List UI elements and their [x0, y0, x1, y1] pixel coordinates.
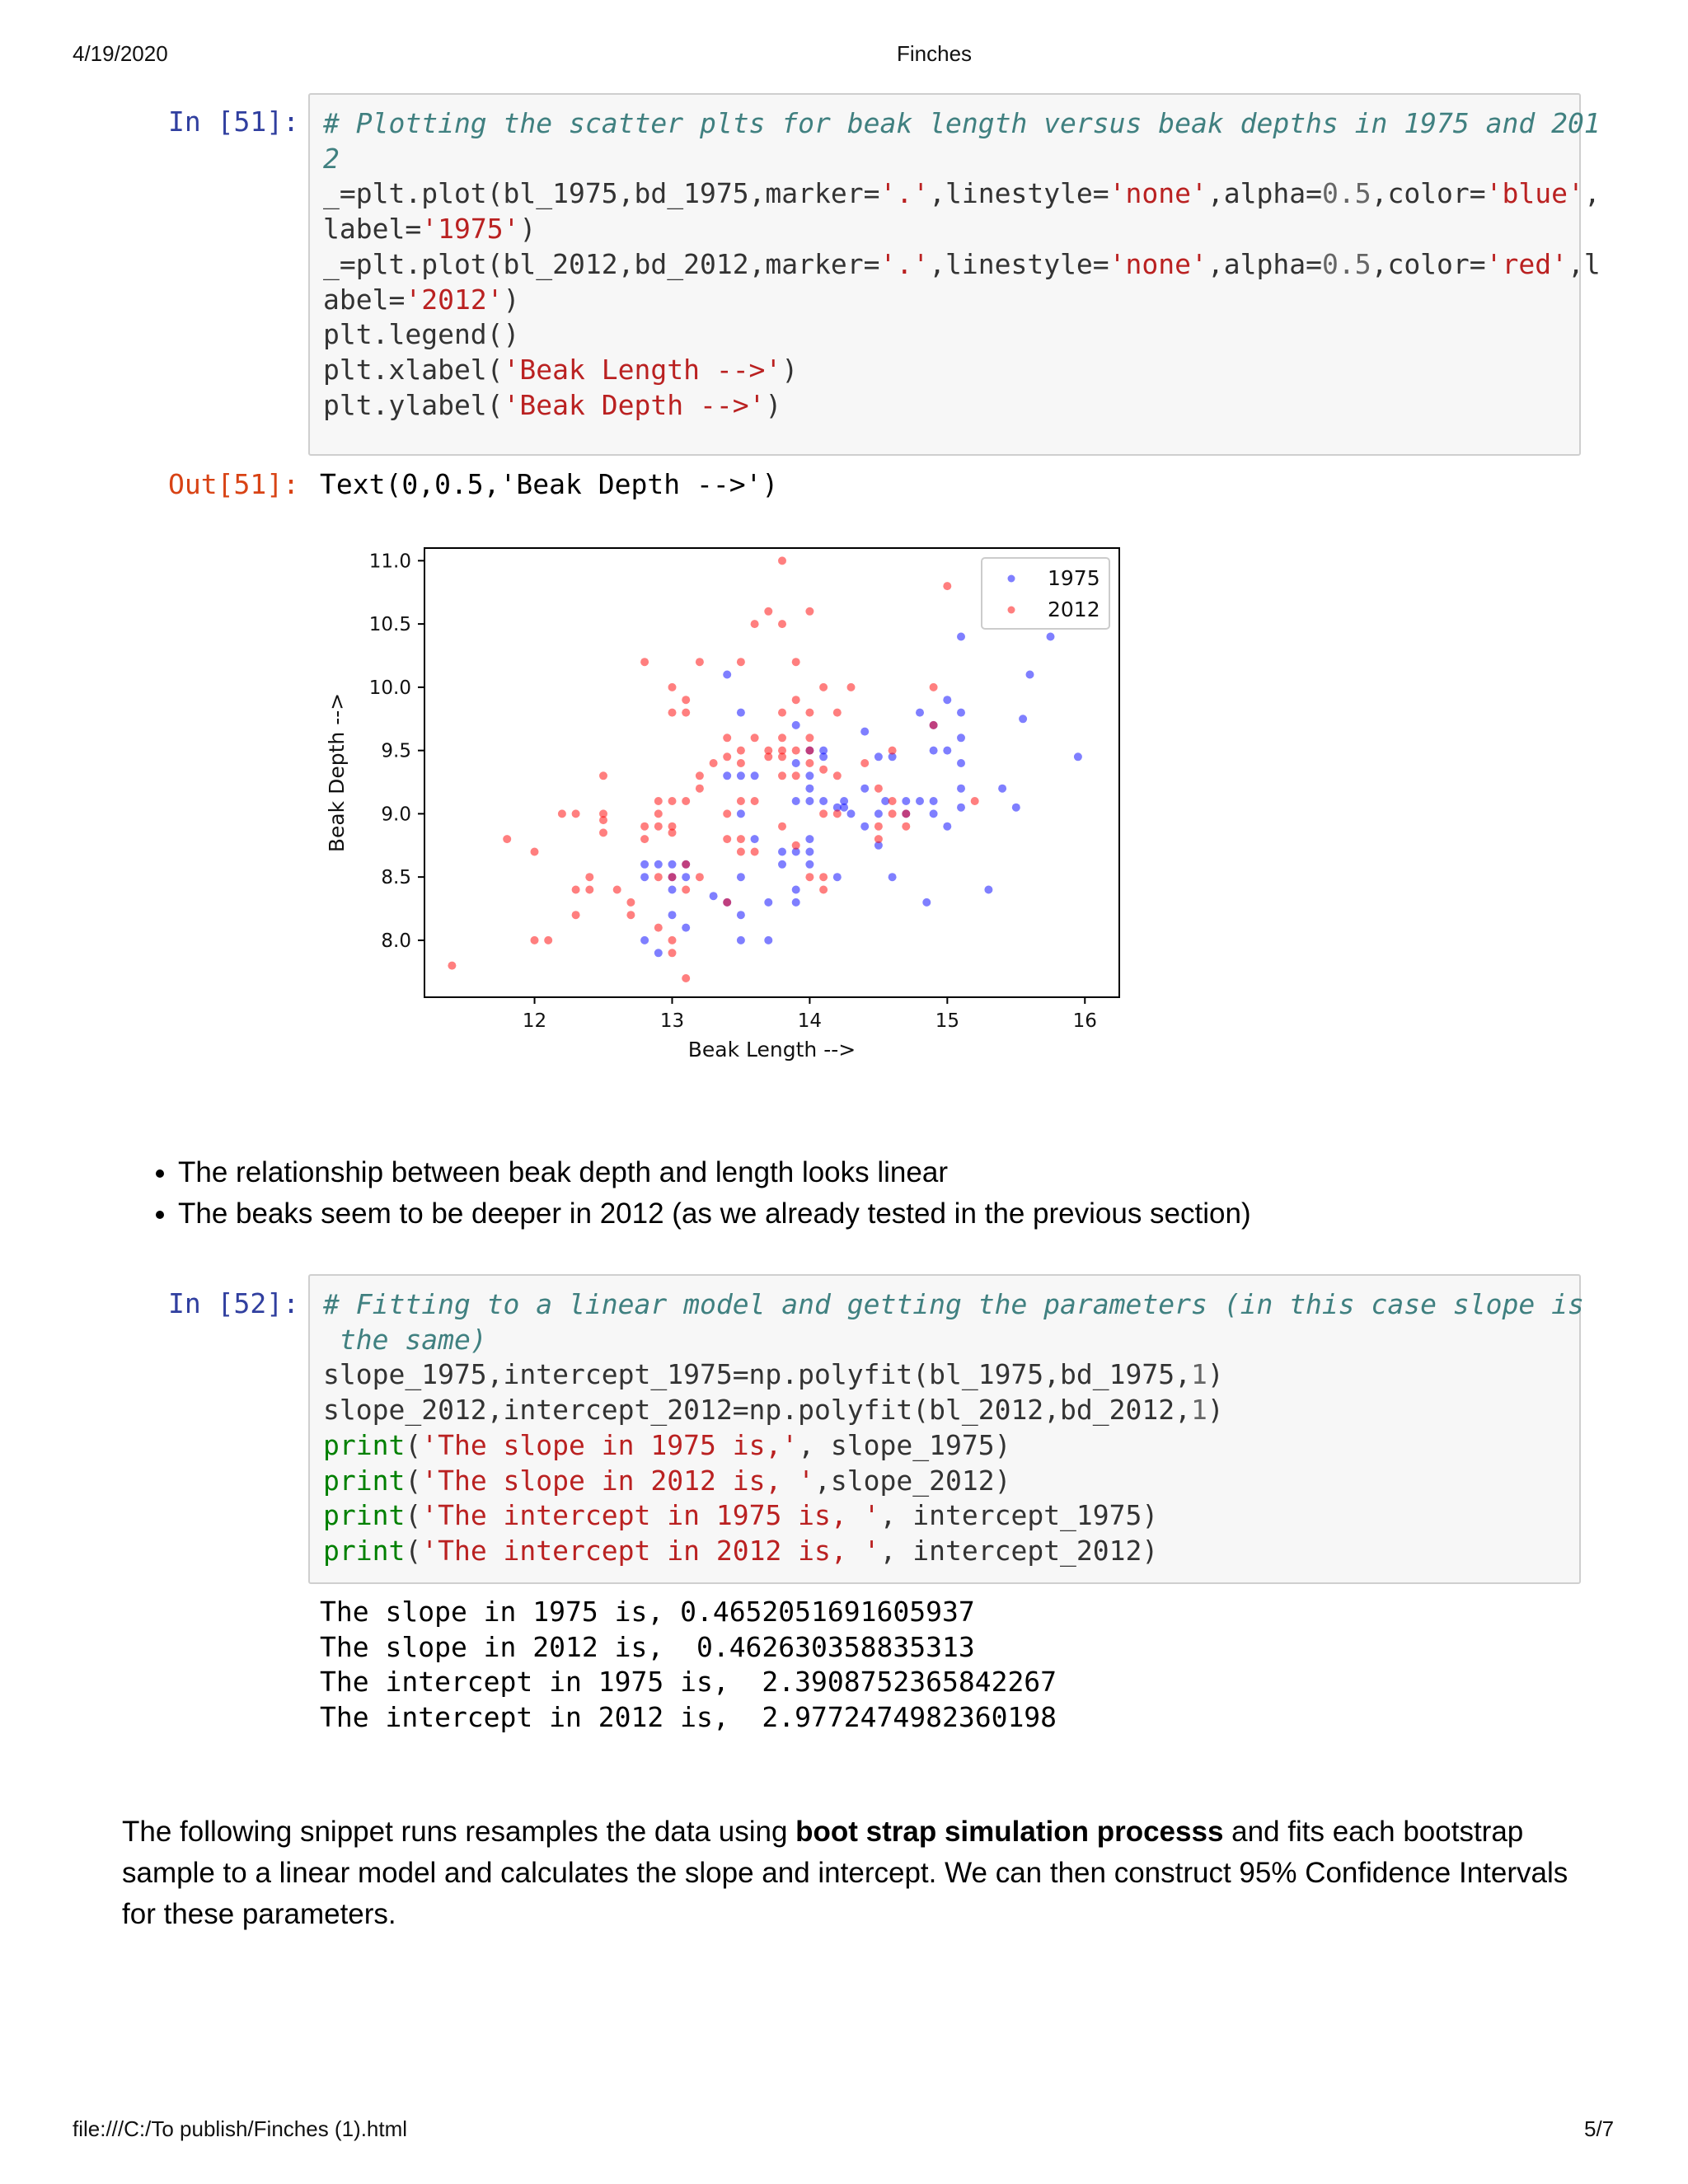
paragraph-bold: boot strap simulation processs	[795, 1816, 1224, 1848]
code-token: _=plt.plot(bl_1975,bd_1975,marker=	[323, 177, 880, 210]
point-1975	[764, 898, 772, 907]
point-1975	[943, 747, 951, 755]
code-token: (	[405, 1534, 422, 1567]
point-1975	[737, 873, 745, 881]
code-token: , intercept_1975)	[879, 1499, 1159, 1532]
point-1975	[737, 709, 745, 717]
cell-52-code-input[interactable]	[308, 1274, 1584, 1584]
point-1975	[930, 747, 938, 755]
point-1975	[943, 823, 951, 831]
list-item: • The relationship between beak depth and length looks linear	[178, 1152, 1629, 1193]
point-2012	[889, 747, 897, 755]
cell-52-in-prompt: In [52]:	[168, 1287, 299, 1319]
code-token: ,linestyle=	[929, 247, 1109, 280]
x-tick-label: 13	[659, 1010, 685, 1032]
point-2012	[902, 809, 910, 818]
point-2012	[902, 823, 910, 831]
point-2012	[668, 936, 677, 944]
point-2012	[723, 835, 731, 843]
bootstrap-paragraph	[122, 1811, 1573, 1935]
point-2012	[640, 835, 649, 843]
point-1975	[930, 797, 938, 805]
point-1975	[957, 759, 965, 767]
point-1975	[792, 886, 800, 894]
point-2012	[930, 683, 938, 691]
code-token: )	[1207, 1394, 1224, 1427]
point-1975	[943, 696, 951, 704]
point-1975	[860, 785, 869, 793]
point-1975	[792, 898, 800, 907]
point-2012	[640, 658, 649, 666]
code-comment-cont: the same)	[323, 1323, 487, 1356]
point-2012	[819, 683, 828, 691]
y-tick-label: 9.5	[381, 740, 411, 762]
code-token: (	[405, 1464, 422, 1497]
point-2012	[668, 683, 677, 691]
point-1975	[860, 823, 869, 831]
cell-51-code-input[interactable]	[308, 93, 1601, 456]
point-1975	[1074, 752, 1082, 761]
point-2012	[626, 911, 635, 919]
point-1975	[840, 804, 848, 812]
point-2012	[448, 962, 456, 970]
point-2012	[696, 785, 704, 793]
point-1975	[860, 728, 869, 736]
code-string: '.'	[879, 247, 930, 280]
x-tick-label: 16	[1072, 1010, 1097, 1032]
code-comment: # Plotting the scatter plts for beak length versus beak depths in 1975 and 201	[323, 107, 1601, 139]
scatter-chart-svg	[198, 527, 1154, 1096]
code-token: label=	[323, 213, 422, 246]
point-1975	[723, 771, 731, 780]
code-token: ,alpha=	[1207, 247, 1322, 280]
point-1975	[751, 835, 759, 843]
point-2012	[654, 823, 663, 831]
point-1975	[751, 771, 759, 780]
point-2012	[531, 848, 539, 856]
point-2012	[943, 582, 951, 590]
point-2012	[654, 873, 663, 881]
point-2012	[778, 620, 786, 628]
point-2012	[819, 873, 828, 881]
point-2012	[847, 683, 856, 691]
point-1975	[737, 911, 745, 919]
point-2012	[874, 823, 883, 831]
output-line: The intercept in 1975 is, 2.3908752365842267	[320, 1666, 1057, 1698]
point-2012	[751, 733, 759, 742]
code-token: plt.ylabel(	[323, 388, 504, 421]
code-string: 'The intercept in 2012 is, '	[421, 1534, 880, 1567]
point-1975	[710, 892, 718, 900]
code-comment: # Fitting to a linear model and getting the parameters (in this case slope is	[323, 1288, 1584, 1320]
page-title: Finches	[897, 41, 973, 66]
point-1975	[805, 860, 814, 869]
point-1975	[764, 936, 772, 944]
point-2012	[889, 809, 897, 818]
point-2012	[723, 752, 731, 761]
x-tick-label: 12	[522, 1010, 547, 1032]
point-2012	[599, 771, 607, 780]
code-token: ,color=	[1371, 177, 1486, 210]
point-1975	[1012, 804, 1020, 812]
chart-legend	[982, 558, 1109, 629]
point-2012	[805, 709, 814, 717]
y-axis	[369, 551, 424, 952]
point-1975	[805, 785, 814, 793]
output-line: The slope in 2012 is, 0.462630358835313	[320, 1630, 975, 1663]
point-1975	[922, 898, 931, 907]
point-2012	[503, 835, 511, 843]
point-2012	[696, 771, 704, 780]
y-tick-label: 10.0	[368, 677, 411, 699]
point-2012	[930, 721, 938, 729]
point-2012	[778, 823, 786, 831]
point-1975	[819, 797, 828, 805]
x-tick-label: 15	[935, 1010, 959, 1032]
point-2012	[572, 911, 580, 919]
point-1975	[792, 759, 800, 767]
code-string: 'none'	[1109, 177, 1207, 210]
point-1975	[792, 797, 800, 805]
point-2012	[737, 658, 745, 666]
point-2012	[805, 873, 814, 881]
code-token: , intercept_2012)	[879, 1534, 1159, 1567]
point-2012	[764, 607, 772, 616]
point-1975	[640, 860, 649, 869]
code-token: (	[405, 1428, 422, 1461]
legend-marker-2012	[1008, 607, 1015, 614]
code-string: 'none'	[1109, 247, 1207, 280]
legend-marker-1975	[1008, 575, 1015, 583]
point-1975	[957, 633, 965, 641]
point-1975	[737, 771, 745, 780]
point-1975	[1019, 715, 1027, 723]
point-2012	[792, 841, 800, 850]
code-token: plt.xlabel(	[323, 353, 504, 386]
point-2012	[723, 898, 731, 907]
output-line: The intercept in 2012 is, 2.9772474982360198	[320, 1700, 1057, 1733]
point-2012	[682, 886, 690, 894]
point-2012	[819, 809, 828, 818]
point-1975	[1026, 671, 1034, 679]
point-2012	[682, 709, 690, 717]
point-2012	[792, 658, 800, 666]
scatter-chart	[198, 527, 1154, 1096]
point-2012	[723, 733, 731, 742]
point-2012	[805, 747, 814, 755]
point-2012	[696, 873, 704, 881]
file-path: file:///C:/To publish/Finches (1).html	[73, 2116, 408, 2141]
point-1975	[874, 809, 883, 818]
y-axis-label: Beak Depth -->	[325, 692, 349, 853]
code-token: slope_1975,intercept_1975=np.polyfit(bl_1975,bd_1975,	[323, 1358, 1191, 1391]
code-string: '1975'	[421, 213, 520, 246]
point-1975	[668, 860, 677, 869]
point-2012	[710, 759, 718, 767]
code-token: ,slope_2012)	[814, 1464, 1011, 1497]
point-2012	[860, 759, 869, 767]
point-2012	[682, 860, 690, 869]
point-2012	[805, 733, 814, 742]
point-1975	[640, 936, 649, 944]
point-2012	[668, 709, 677, 717]
code-token: )	[781, 353, 799, 386]
point-1975	[847, 809, 856, 818]
point-2012	[668, 828, 677, 837]
point-1975	[723, 671, 731, 679]
code-builtin: print	[323, 1464, 406, 1497]
point-2012	[764, 752, 772, 761]
point-2012	[668, 797, 677, 805]
code-string: '2012'	[405, 283, 504, 316]
code-token: ,color=	[1371, 247, 1486, 280]
cell-51-code	[323, 106, 1601, 423]
point-1975	[930, 809, 938, 818]
point-2012	[585, 886, 593, 894]
point-2012	[737, 759, 745, 767]
code-builtin: print	[323, 1534, 406, 1567]
point-2012	[805, 759, 814, 767]
point-2012	[696, 658, 704, 666]
point-2012	[599, 816, 607, 824]
point-1975	[737, 936, 745, 944]
list-item: • The beaks seem to be deeper in 2012 (as we already tested in the previous section)	[178, 1193, 1629, 1235]
point-2012	[737, 747, 745, 755]
point-2012	[792, 696, 800, 704]
x-axis-label: Beak Length -->	[687, 1038, 856, 1062]
point-2012	[668, 873, 677, 881]
point-1975	[805, 771, 814, 780]
y-tick-label: 8.0	[381, 930, 411, 952]
code-number: 0.5	[1321, 177, 1372, 210]
x-tick-label: 14	[797, 1010, 823, 1032]
point-1975	[737, 809, 745, 818]
point-2012	[778, 709, 786, 717]
point-1975	[654, 949, 663, 957]
point-2012	[723, 809, 731, 818]
point-1975	[805, 835, 814, 843]
point-2012	[737, 797, 745, 805]
point-1975	[819, 747, 828, 755]
point-1975	[805, 848, 814, 856]
y-tick-label: 9.0	[381, 804, 411, 826]
cell-51-output-text: Text(0,0.5,'Beak Depth -->')	[320, 468, 779, 500]
point-1975	[916, 797, 924, 805]
point-2012	[778, 733, 786, 742]
code-number: 1	[1191, 1358, 1207, 1391]
point-2012	[751, 797, 759, 805]
point-2012	[971, 797, 979, 805]
point-2012	[544, 936, 552, 944]
point-2012	[792, 747, 800, 755]
paragraph-text: and fits each bootstrap sample to a linear model and calculates the slope and intercept. We can then construct 95% Confidence Intervals for these parameters.	[122, 1816, 1568, 1930]
y-tick-label: 11.0	[368, 551, 411, 573]
point-2012	[874, 835, 883, 843]
cell-52-output	[320, 1595, 1057, 1735]
point-1975	[805, 797, 814, 805]
code-builtin: print	[323, 1499, 406, 1532]
print-date: 4/19/2020	[73, 41, 168, 66]
legend-label-2012: 2012	[1048, 598, 1100, 621]
point-1975	[957, 804, 965, 812]
point-1975	[957, 709, 965, 717]
point-2012	[778, 771, 786, 780]
point-1975	[957, 785, 965, 793]
code-token: ,l	[1568, 247, 1601, 280]
cell-52-code	[323, 1287, 1584, 1569]
observations-list	[122, 1152, 1629, 1235]
point-1975	[889, 873, 897, 881]
code-token: _=plt.plot(bl_2012,bd_2012,marker=	[323, 247, 880, 280]
point-1975	[984, 886, 992, 894]
code-number: 0.5	[1321, 247, 1372, 280]
point-2012	[737, 835, 745, 843]
point-2012	[613, 886, 621, 894]
point-2012	[558, 809, 566, 818]
point-1975	[778, 860, 786, 869]
point-2012	[654, 924, 663, 932]
code-string: 'Beak Length -->'	[503, 353, 782, 386]
point-2012	[778, 556, 786, 565]
output-line: The slope in 1975 is, 0.4652051691605937	[320, 1596, 975, 1628]
code-string: 'blue'	[1485, 177, 1584, 210]
paragraph-text: The following snippet runs resamples the data using	[122, 1816, 796, 1848]
code-comment-cont: 2	[323, 142, 340, 175]
page-number: 5/7	[1584, 2116, 1615, 2141]
point-2012	[682, 974, 690, 982]
point-2012	[654, 797, 663, 805]
point-1975	[682, 924, 690, 932]
point-1975	[1047, 633, 1055, 641]
point-1975	[833, 873, 842, 881]
point-2012	[626, 898, 635, 907]
code-string: 'The slope in 2012 is, '	[421, 1464, 815, 1497]
code-token: plt.legend()	[323, 318, 520, 351]
point-1975	[874, 752, 883, 761]
y-tick-label: 10.5	[368, 614, 411, 636]
code-token: ,linestyle=	[929, 177, 1109, 210]
point-2012	[640, 823, 649, 831]
code-token: )	[1207, 1358, 1224, 1391]
code-token: ,	[1583, 177, 1601, 210]
point-2012	[805, 607, 814, 616]
point-1975	[668, 886, 677, 894]
point-2012	[833, 771, 842, 780]
point-1975	[916, 709, 924, 717]
point-1975	[654, 860, 663, 869]
code-string: 'The slope in 1975 is,'	[421, 1428, 799, 1461]
point-2012	[819, 886, 828, 894]
code-token: )	[519, 213, 537, 246]
point-2012	[751, 620, 759, 628]
point-2012	[751, 848, 759, 856]
point-2012	[572, 886, 580, 894]
code-token: (	[405, 1499, 422, 1532]
cell-51-in-prompt: In [51]:	[168, 105, 299, 138]
point-1975	[640, 873, 649, 881]
point-2012	[531, 936, 539, 944]
x-axis	[523, 997, 1097, 1032]
code-token: ,alpha=	[1207, 177, 1322, 210]
point-2012	[682, 797, 690, 805]
point-1975	[902, 797, 910, 805]
point-2012	[889, 797, 897, 805]
point-1975	[998, 785, 1006, 793]
point-2012	[599, 828, 607, 837]
point-2012	[874, 785, 883, 793]
point-2012	[654, 809, 663, 818]
code-string: 'red'	[1485, 247, 1568, 280]
code-token: slope_2012,intercept_2012=np.polyfit(bl_2012,bd_2012,	[323, 1394, 1191, 1427]
point-1975	[792, 721, 800, 729]
code-string: 'Beak Depth -->'	[503, 388, 766, 421]
point-2012	[792, 771, 800, 780]
point-2012	[682, 696, 690, 704]
point-2012	[572, 809, 580, 818]
code-number: 1	[1191, 1394, 1207, 1427]
point-2012	[819, 766, 828, 774]
point-2012	[668, 949, 677, 957]
point-1975	[778, 848, 786, 856]
cell-51-out-prompt: Out[51]:	[168, 468, 299, 500]
point-2012	[585, 873, 593, 881]
point-2012	[833, 709, 842, 717]
legend-label-1975: 1975	[1048, 566, 1100, 590]
code-string: 'The intercept in 1975 is, '	[421, 1499, 880, 1532]
point-2012	[778, 752, 786, 761]
point-2012	[737, 848, 745, 856]
code-token: , slope_1975)	[798, 1428, 1011, 1461]
point-2012	[833, 809, 842, 818]
code-token: )	[765, 388, 782, 421]
point-1975	[682, 873, 690, 881]
code-token: )	[503, 283, 520, 316]
y-tick-label: 8.5	[381, 867, 411, 889]
point-1975	[957, 733, 965, 742]
point-1975	[668, 911, 677, 919]
code-builtin: print	[323, 1428, 406, 1461]
code-string: '.'	[879, 177, 930, 210]
code-token: abel=	[323, 283, 406, 316]
